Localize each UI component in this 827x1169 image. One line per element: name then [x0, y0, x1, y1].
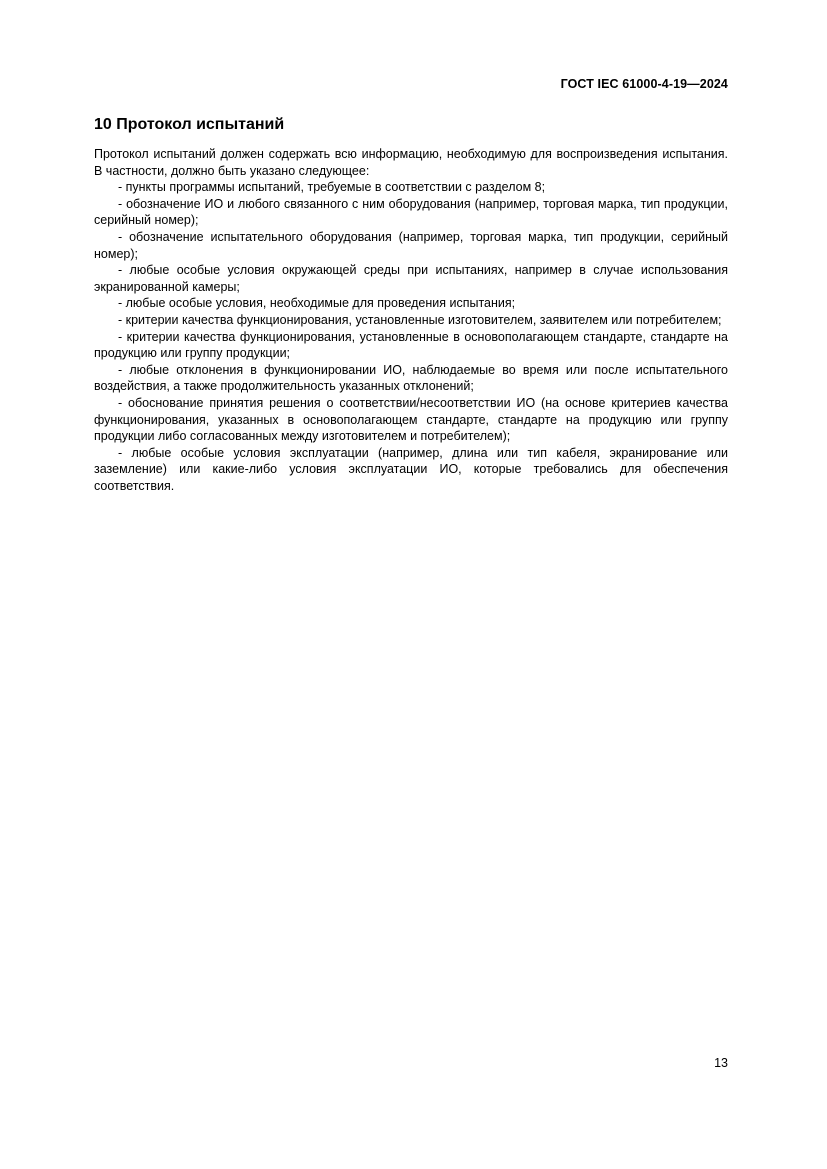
list-item	[94, 295, 728, 312]
list-item	[94, 229, 728, 262]
list-item	[94, 445, 728, 495]
intro-text: Протокол испытаний должен содержать всю информацию, необходимую для воспроизведения испытания. В частности, должно быть указано следующее:	[94, 147, 728, 178]
list-item	[94, 179, 728, 196]
list-item	[94, 262, 728, 295]
section-title: 10 Протокол испытаний	[94, 116, 285, 133]
document-code-header: ГОСТ IEC 61000-4-19—2024	[560, 77, 728, 91]
list-item-text: - обозначение испытательного оборудования (например, торговая марка, тип продукции, серийный номер);	[94, 229, 728, 261]
list-item-text: - любые особые условия эксплуатации (например, длина или тип кабеля, экранирование или заземление) или какие-либо условия эксплуатации ИО, которые требовались для обеспечения соответствия.	[94, 445, 728, 493]
list-item	[94, 362, 728, 395]
list-item-text: - любые особые условия окружающей среды при испытаниях, например в случае использования экранированной камеры;	[94, 263, 728, 294]
page-number: 13	[714, 1056, 728, 1070]
list-item-text: - критерии качества функционирования, установленные в основополагающем стандарте, стандарте на продукцию или группу продукции;	[94, 329, 728, 361]
intro-paragraph	[94, 146, 728, 179]
list-item	[94, 196, 728, 229]
list-item-text: - обоснование принятия решения о соответствии/несоответствии ИО (на основе критериев качества функционирования, указанных в основополагающем стандарте, стандарте на продукцию или группу продукции либо согласованных между изготовителем и потребителем);	[94, 395, 728, 444]
list-item	[94, 329, 728, 362]
list-item-text: - критерии качества функционирования, установленные изготовителем, заявителем или потребителем;	[118, 312, 722, 327]
list-item	[94, 312, 728, 329]
list-item-text: - любые отклонения в функционировании ИО, наблюдаемые во время или после испытательного воздействия, а также продолжительность указанных отклонений;	[94, 362, 728, 394]
list-item-text: - любые особые условия, необходимые для проведения испытания;	[118, 296, 516, 311]
list-item	[94, 395, 728, 445]
section-body	[94, 146, 728, 494]
list-item-text: - обозначение ИО и любого связанного с ним оборудования (например, торговая марка, тип продукции, серийный номер);	[94, 196, 728, 228]
list-item-text: - пункты программы испытаний, требуемые в соответствии с разделом 8;	[118, 180, 546, 195]
